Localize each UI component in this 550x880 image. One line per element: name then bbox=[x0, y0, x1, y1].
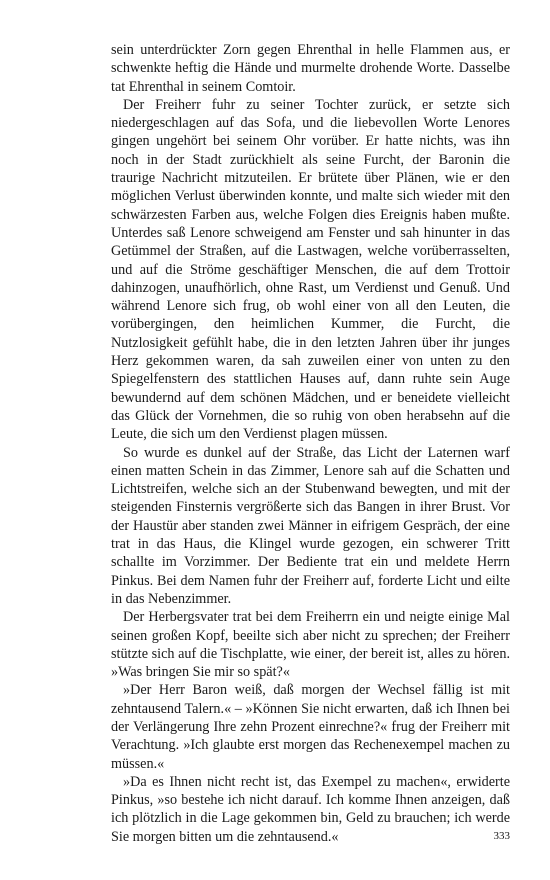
body-text bbox=[111, 41, 510, 846]
paragraph: »Da es Ihnen nicht recht ist, das Exempel zu machen«, erwiderte Pinkus, »so bestehe ich nicht darauf. Ich komme Ihnen anzeigen, daß ich plötzlich in die Lage gekommen bin, Geld zu brauchen; ich werde Sie morgen bitten um die zehntausend.« bbox=[111, 773, 510, 845]
paragraph: Der Freiherr fuhr zu seiner Tochter zurück, er setzte sich niedergeschlagen auf das Sofa, und die liebevollen Worte Lenores gingen ungehört bei seinem Ohr vorüber. Er hatte nichts, was ihn noch in der Stadt zurückhielt als seine Furcht, der Baronin die traurige Nachricht mitzuteilen. Er brütete über Plänen, wie er den möglichen Verlust überwinden konnte, und malte sich wieder mit den schwärzesten Farben aus, welche Folgen dies Ereignis haben mußte. Unterdes saß Lenore schweigend am Fenster und sah hinunter in das Getümmel der Straßen, auf die Lastwagen, welche vorüberrasselten, und auf die Ströme geschäftiger Menschen, die auf dem Trottoir dahinzogen, unaufhörlich, ohne Rast, um Verdienst und Genuß. Und während Lenore sich frug, ob wohl einer von all den Leuten, die vorübergingen, den heimlichen Kummer, die Furcht, die Nutzlosigkeit gefühlt habe, die in den letzten Jahren über ihr junges Herz gekommen waren, da sah zuweilen einer von unten zu den Spiegelfenstern des stattlichen Hauses auf, dann ruhte sein Auge bewundernd auf dem schönen Mädchen, und er beneidete vielleicht das Glück der Vornehmen, die so ruhig von oben herabsehn auf die Leute, die sich um den Verdienst plagen müssen. bbox=[111, 96, 510, 443]
paragraph: sein unterdrückter Zorn gegen Ehrenthal in helle Flammen aus, er schwenkte heftig die Hände und murmelte drohende Worte. Dasselbe tat Ehrenthal in seinem Comtoir. bbox=[111, 42, 510, 95]
paragraph: Der Herbergsvater trat bei dem Freiherrn ein und neigte einige Mal seinen großen Kopf, beeilte sich aber nicht zu sprechen; der Freiherr stützte sich auf die Tischplatte, wie einer, der bereit ist, alles zu hören. »Was bringen Sie mir so spät?« bbox=[111, 609, 510, 681]
page-number: 333 bbox=[493, 830, 510, 842]
paragraph: »Der Herr Baron weiß, daß morgen der Wechsel fällig ist mit zehntausend Talern.« – »Können Sie nicht erwarten, daß ich Ihnen bei der Verlängerung Ihre zehn Prozent einrechne?« frug der Freiherr mit Verachtung. »Ich glaubte erst morgen das Rechenexempel machen zu müssen.« bbox=[111, 682, 510, 772]
paragraph: So wurde es dunkel auf der Straße, das Licht der Laternen warf einen matten Schein in das Zimmer, Lenore sah auf die Schatten und Lichtstreifen, welche sich an der Stubenwand bewegten, und mit der steigenden Finsternis vergrößerte sich das Bangen in ihrer Brust. Vor der Haustür aber standen zwei Männer in eifrigem Gespräch, der eine trat in das Haus, die Klingel wurde gezogen, ein schwerer Tritt schallte im Vorzimmer. Der Bediente trat ein und meldete Herrn Pinkus. Bei dem Namen fuhr der Freiherr auf, forderte Licht und eilte in das Nebenzimmer. bbox=[111, 444, 510, 607]
